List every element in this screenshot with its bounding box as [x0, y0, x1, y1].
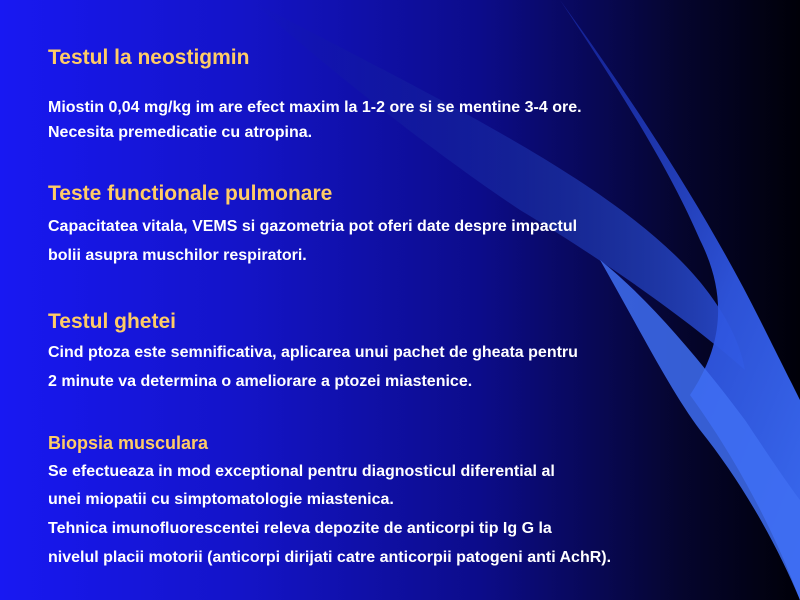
text-line: 2 minute va determina o ameliorare a ptozei miastenice. [48, 373, 473, 390]
text-line: bolii asupra muschilor respiratori. [48, 247, 307, 264]
heading-pulmonary-tests: Teste functionale pulmonare [48, 182, 333, 205]
heading-muscle-biopsy: Biopsia musculara [48, 433, 209, 453]
text-line: nivelul placii motorii (anticorpi dirijati catre anticorpii patogeni anti AchR). [48, 549, 612, 566]
heading-ice-test: Testul ghetei [48, 310, 176, 333]
text-line: Cind ptoza este semnificativa, aplicarea unui pachet de gheata pentru [48, 344, 578, 361]
text-line: Se efectueaza in mod exceptional pentru diagnosticul diferential al [48, 463, 555, 480]
text-line: Miostin 0,04 mg/kg im are efect maxim la 1-2 ore si se mentine 3-4 ore. [48, 99, 582, 116]
text-line: Necesita premedicatie cu atropina. [48, 124, 313, 141]
text-line: Capacitatea vitala, VEMS si gazometria pot oferi date despre impactul [48, 218, 578, 235]
text-line: Tehnica imunofluorescentei releva depozite de anticorpi tip Ig G la [48, 520, 552, 537]
text-line: unei miopatii cu simptomatologie miastenica. [48, 491, 394, 508]
heading-neostigmin: Testul la neostigmin [48, 46, 250, 69]
